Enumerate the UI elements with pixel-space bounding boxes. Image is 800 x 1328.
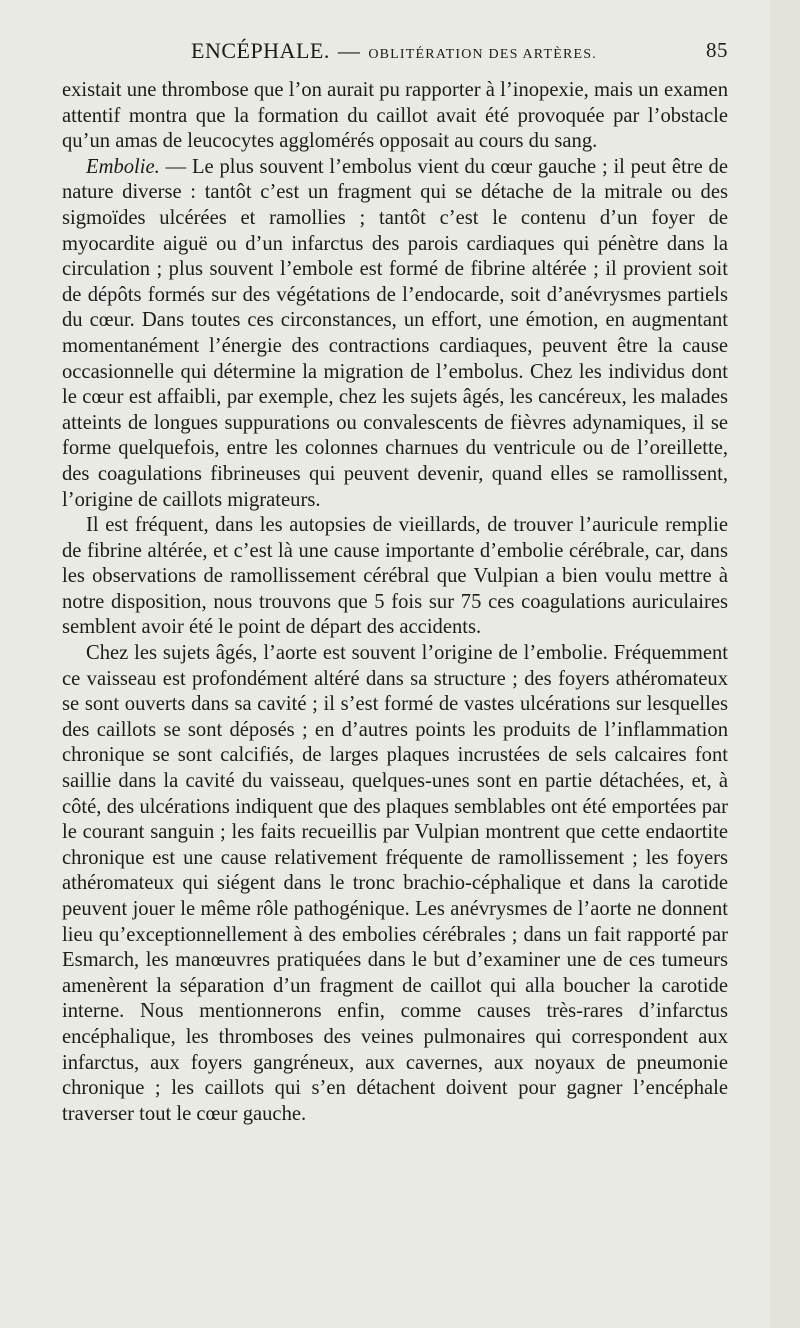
paragraph [62,641,728,1127]
paragraph-text: Chez les sujets âgés, l’aorte est souvent l’origine de l’embolie. Fréquemment ce vaisseau est profondément altéré dans sa structure ; des foyers athéromateux se sont ouverts dans sa cavité ; il s’est formé de vastes ulcérations sur lesquelles des caillots se sont déposés ; en d’autres points les produits de l’inflammation chronique se sont calcifiés, de larges plaques incrustées de sels calcaires font saillie dans la cavité du vaisseau, quelques-unes sont en partie détachées, et, à côté, des ulcérations indiquent que des plaques semblables ont été emportées par le courant sanguin ; les faits recueillis par Vulpian montrent que cette endaortite chronique est une cause relativement fréquente de ramollissement ; les foyers athéromateux qui siégent dans le tronc brachio-céphalique et dans la carotide peuvent jouer le même rôle pathogénique. Les anévrysmes de l’aorte ne donnent lieu qu’exceptionnellement à des embolies cérébrales ; dans un fait rapporté par Esmarch, les manœuvres pratiquées dans le but d’examiner une de ces tumeurs amenèrent la séparation d’un fragment de caillot qui alla boucher la carotide interne. Nous mentionnerons enfin, comme causes très-rares d’infarctus encéphalique, les thromboses des veines pulmonaires qui correspondent aux infarctus, aux foyers gangréneux, aux cavernes, aux noyaux de pneumonie chronique ; les caillots qui s’en détachent doivent pour gagner l’encéphale traverser tout le cœur gauche. [62,642,728,1125]
paragraph [62,513,728,641]
header-subtitle: OBLITÉRATION DES ARTÈRES. [368,47,597,62]
paragraph-embolie [62,155,728,513]
section-lead-embolie: Embolie. [86,155,160,178]
running-header [60,38,728,70]
header-title: ENCÉPHALE. [191,38,330,63]
page-number: 85 [706,38,728,62]
body-text [62,78,728,1127]
header-separator: — [337,38,361,63]
paragraph [62,78,728,155]
paragraph-text: Il est fréquent, dans les autopsies de vieillards, de trouver l’auricule remplie de fibrine altérée, et c’est là une cause importante d’embolie cérébrale, car, dans les observations de ramollissement cérébral que Vulpian a bien voulu mettre à notre disposition, nous trouvons que 5 fois sur 75 ces coagulations auriculaires semblent avoir été le point de départ des accidents. [62,514,728,639]
paragraph-text: existait une thrombose que l’on aurait pu rapporter à l’inopexie, mais un examen attentif montra que la formation du caillot avait été provoquée par l’obstacle qu’un amas de leucocytes agglomérés opposait au cours du sang. [62,79,728,153]
paragraph-text: — Le plus souvent l’embolus vient du cœur gauche ; il peut être de nature diverse : tantôt c’est un fragment qui se détache de la mitrale ou des sigmoïdes ulcérées et ramollies ; tantôt c’est le contenu d’un foyer de myocardite aiguë ou d’un infarctus des parois cardiaques qui pénètre dans la circulation ; plus souvent l’embole est formé de fibrine altérée ; il provient soit de dépôts formés sur des végétations de l’endocarde, soit d’anévrysmes partiels du cœur. Dans toutes ces circonstances, un effort, une émotion, en augmentant momentanément l’énergie des contractions cardiaques, peuvent être la cause occasionnelle qui détermine la migration de l’embolus. Chez les individus dont le cœur est affaibli, par exemple, chez les sujets âgés, les cancéreux, les malades atteints de longues suppurations ou convalescents de fièvres adynamiques, il se forme quelquefois, entre les colonnes charnues du ventricule ou de l’oreillette, des coagulations fibrineuses qui peuvent devenir, quand elles se ramollissent, l’origine de caillots migrateurs. [62,155,728,511]
